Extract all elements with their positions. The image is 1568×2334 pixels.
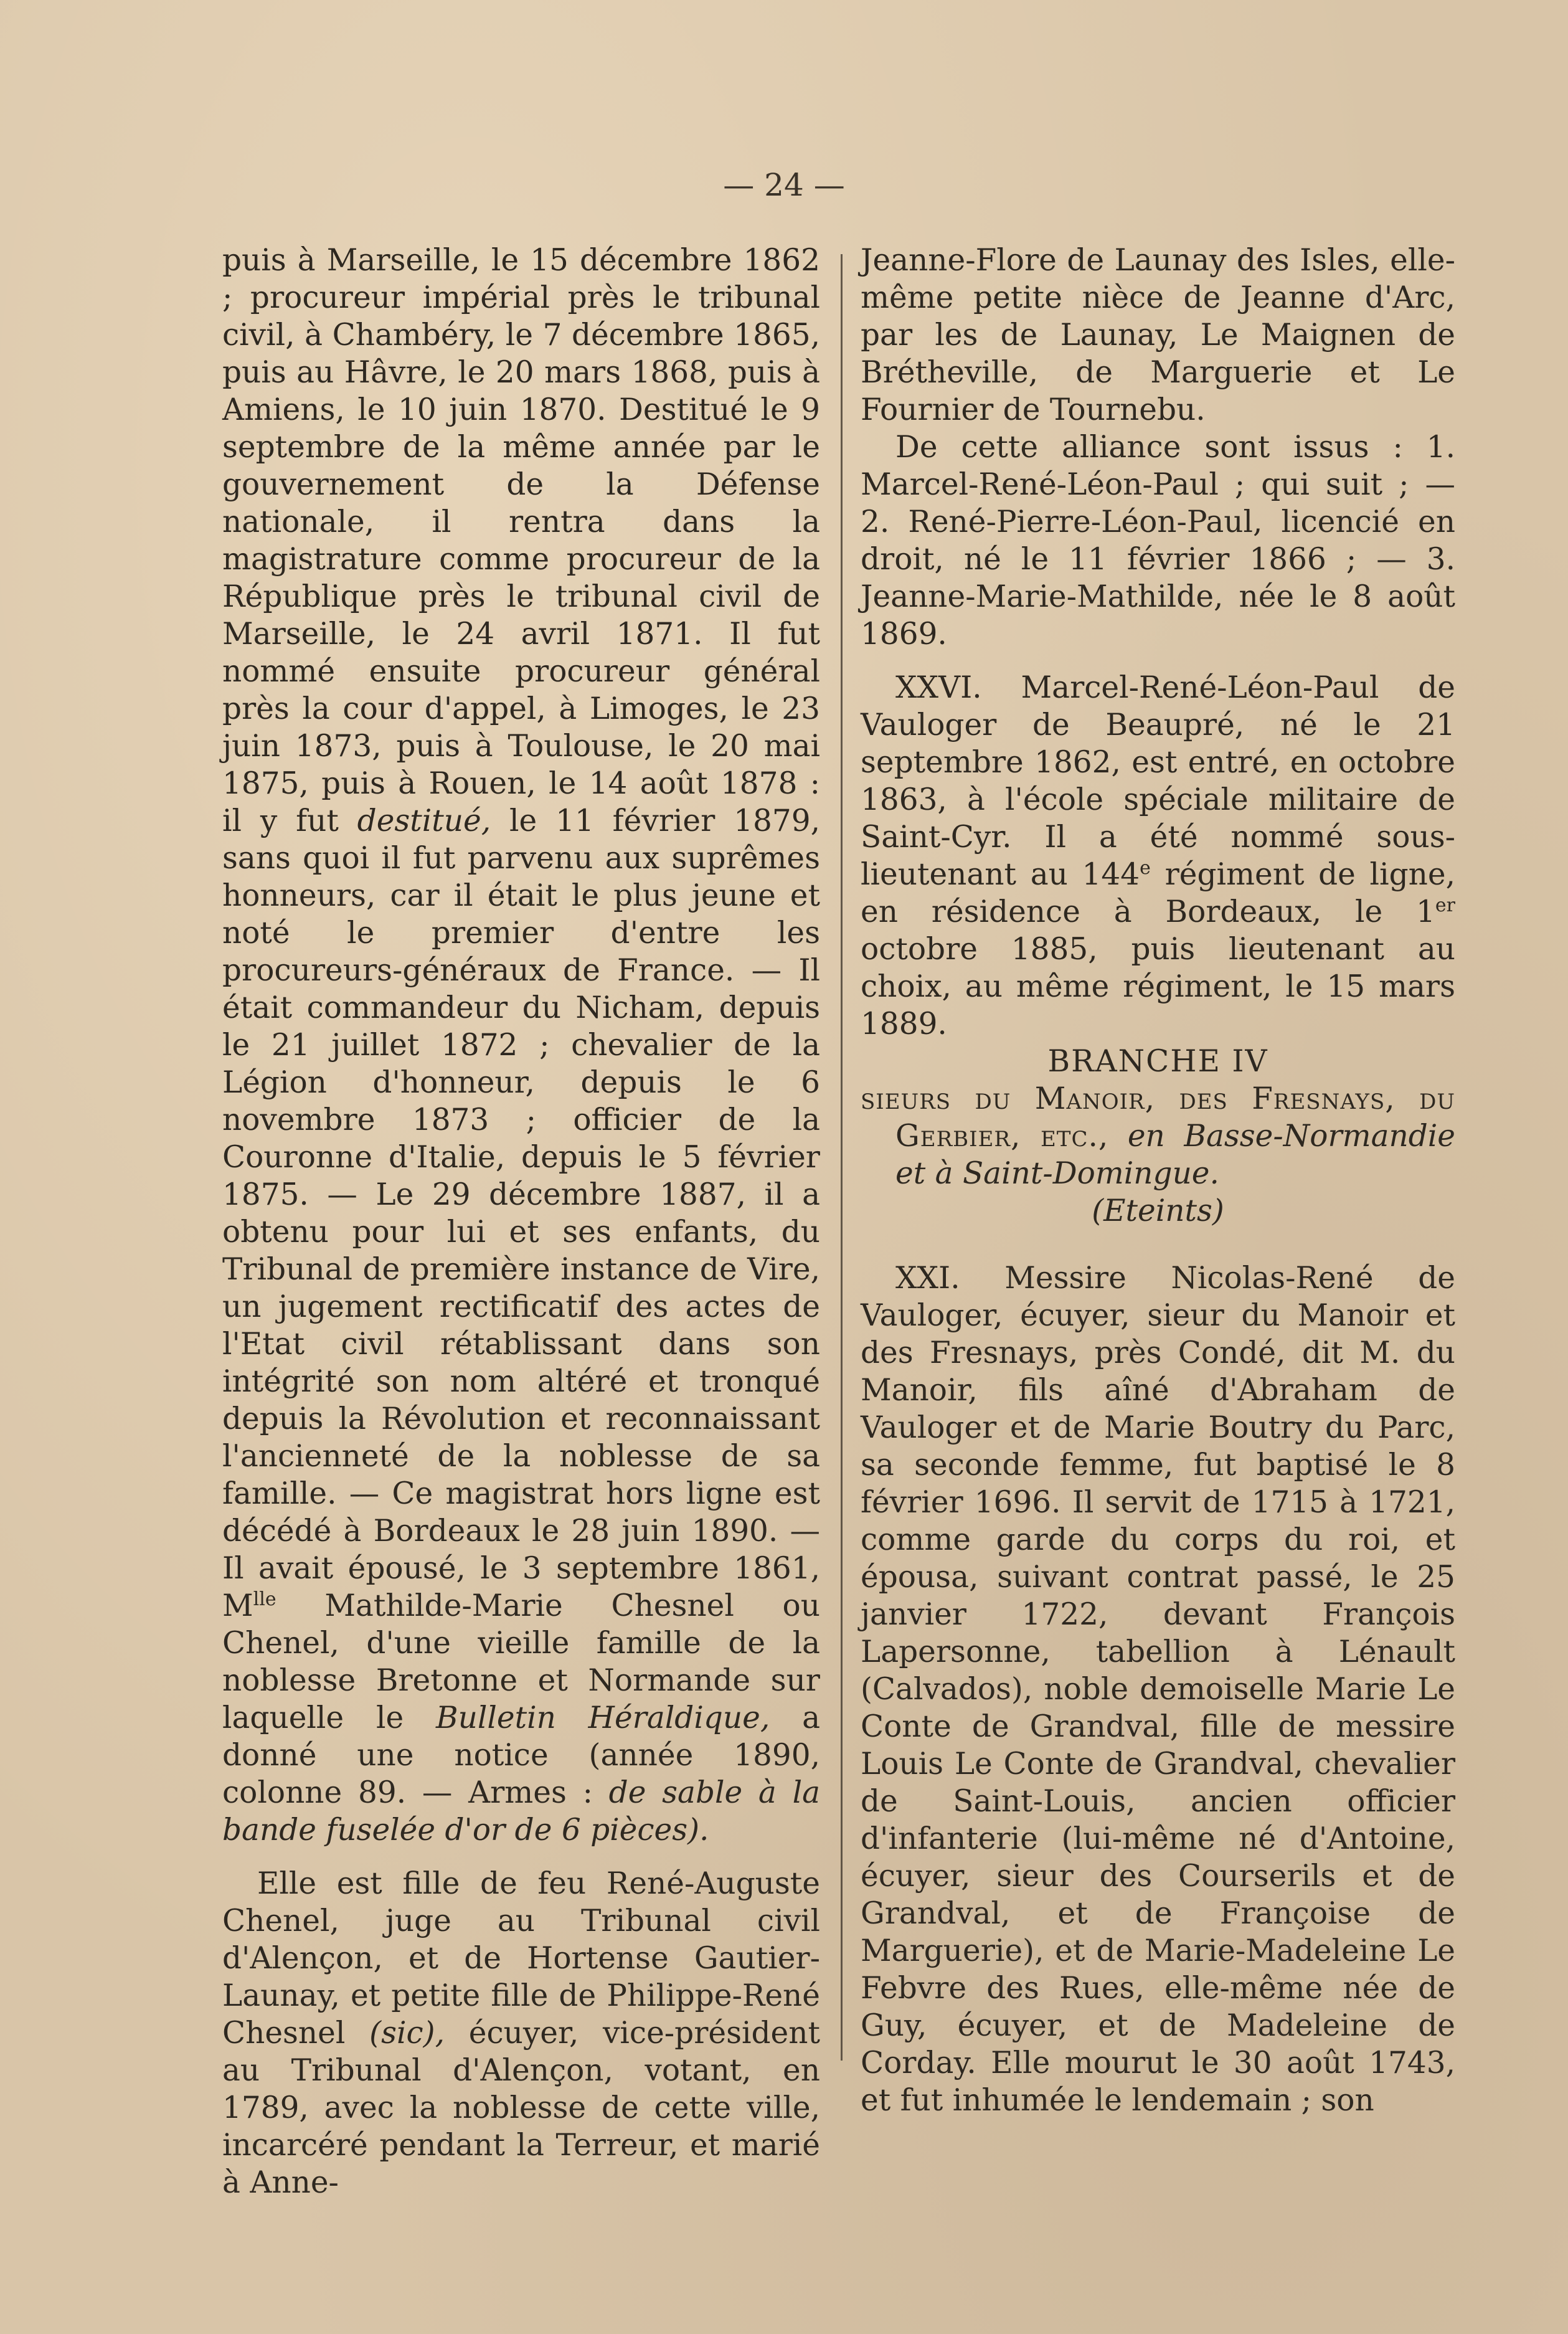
right-column (861, 242, 1455, 2119)
superscript: lle (253, 1588, 276, 1610)
text-run: écuyer, vice-président au Tribunal d'Alençon, votant, en 1789, avec la noblesse de cette ville, incarcéré pendant la Terreur, et marié à Anne- (222, 2016, 820, 2200)
text-run: puis à Marseille, le 15 décembre 1862 ; procureur impérial près le tribunal civil, à Chambéry, le 7 décembre 1865, puis au Hâvre, le 20 mars 1868, puis à Amiens, le 10 juin 1870. Destitué le 9 septembre de la même année par le gouvernement de la Défense nationale, il rentra dans la magistrature comme procureur de la République près le tribunal civil de Marseille, le 24 avril 1871. Il fut nommé ensuite procureur général près la cour d'appel, à Limoges, le 23 juin 1873, puis à Toulouse, le 20 mai 1875, puis à Rouen, le 14 août 1878 : il y fut (222, 243, 820, 838)
right-paragraph-4: XXI. Messire Nicolas-René de Vauloger, écuyer, sieur du Manoir et des Fresnays, près Condé, dit M. du Manoir, fils aîné d'Abraham de Vauloger et de Marie Boutry du Parc, sa seconde femme, fut baptisé le 8 février 1696. Il servit de 1715 à 1721, comme garde du corps du roi, et épousa, suivant contrat passé, le 25 janvier 1722, devant François Lapersonne, tabellion à Lénault (Calvados), noble demoiselle Marie Le Conte de Grandval, fille de messire Louis Le Conte de Grandval, chevalier de Saint-Louis, ancien officier d'infanterie (lui-même né d'Antoine, écuyer, sieur des Courserils et de Grandval, et de Françoise de Marguerie), et de Marie-Madeleine Le Febvre des Rues, elle-même née de Guy, écuyer, et de Madeleine de Corday. Elle mourut le 30 août 1743, et fut inhumée le lendemain ; son (861, 1261, 1455, 2118)
text-run: le 11 février 1879, sans quoi il fut parvenu aux suprêmes honneurs, car il était le plus jeune et noté le premier d'entre les procureurs-généraux de France. — Il était commandeur du Nicham, depuis le 21 juillet 1872 ; chevalier de la Légion d'honneur, depuis le 6 novembre 1873 ; officier de la Couronne d'Italie, depuis le 5 février 1875. — Le 29 décembre 1887, il a obtenu pour lui et ses enfants, du Tribunal de première instance de Vire, un jugement rectificatif des actes de l'Etat civil rétablissant dans son intégrité son nom altéré et tronqué depuis la Révolution et reconnaissant l'ancienneté de la noblesse de sa famille. — Ce magistrat hors ligne est décédé à Bordeaux le 28 juin 1890. — Il avait épousé, le 3 septembre 1861, M (222, 804, 820, 1623)
right-paragraph-1: Jeanne-Flore de Launay des Isles, elle-même petite nièce de Jeanne d'Arc, par les de Launay, Le Maignen de Brétheville, de Marguerie et Le Fournier de Tournebu. (861, 243, 1455, 427)
text-run: XXVI. Marcel-René-Léon-Paul de Vauloger de Beaupré, né le 21 septembre 1862, est entré, en octobre 1863, à l'école spéciale militaire de Saint-Cyr. Il a été nommé sous-lieutenant au 144 (861, 670, 1455, 892)
text-run: Mathilde-Marie Chesnel ou Chenel, d'une vieille famille de la noblesse Bretonne et Normande sur laquelle le (222, 1588, 820, 1735)
section-subheading (861, 1080, 1455, 1192)
italic-run: Bulletin Héraldique, (436, 1701, 770, 1735)
left-paragraph-2 (222, 1865, 820, 2201)
left-column (222, 242, 820, 2201)
smallcaps-run: sieurs du Manoir, des Fresnays, du Gerbier, etc., (861, 1081, 1455, 1154)
page-number: — 24 — (723, 167, 845, 203)
superscript: e (1140, 856, 1151, 879)
text-run: régiment de ligne, en résidence à Bordeaux, le 1 (861, 857, 1455, 929)
italic-run: de sable à la bande fuselée d'or de 6 pièces). (222, 1775, 820, 1848)
column-divider (841, 254, 843, 2061)
section-heading: BRANCHE IV (1047, 1044, 1268, 1079)
italic-run: destitué, (357, 804, 491, 838)
left-paragraph-1 (222, 242, 820, 1849)
right-paragraph-2: De cette alliance sont issus : 1. Marcel-René-Léon-Paul ; qui suit ; — 2. René-Pierre-Léon-Paul, licencié en droit, né le 11 février 1866 ; — 3. Jeanne-Marie-Mathilde, née le 8 août 1869. (861, 430, 1455, 652)
text-run: a donné une notice (année 1890, colonne 89. — Armes : (222, 1701, 821, 1810)
italic-run: (sic), (369, 2016, 445, 2051)
superscript: er (1435, 894, 1455, 916)
text-run: Elle est fille de feu René-Auguste Chenel, juge au Tribunal civil d'Alençon, et de Hortense Gautier-Launay, et petite fille de Philippe-René Chesnel (222, 1866, 820, 2051)
extinct-note (861, 1192, 1455, 1230)
right-paragraph-3 (861, 669, 1455, 1043)
text-run: octobre 1885, puis lieutenant au choix, au même régiment, le 15 mars 1889. (861, 932, 1455, 1041)
italic-run: en Basse-Normandie et à Saint-Domingue. (895, 1119, 1455, 1191)
italic-run: (Eteints) (1092, 1193, 1224, 1228)
